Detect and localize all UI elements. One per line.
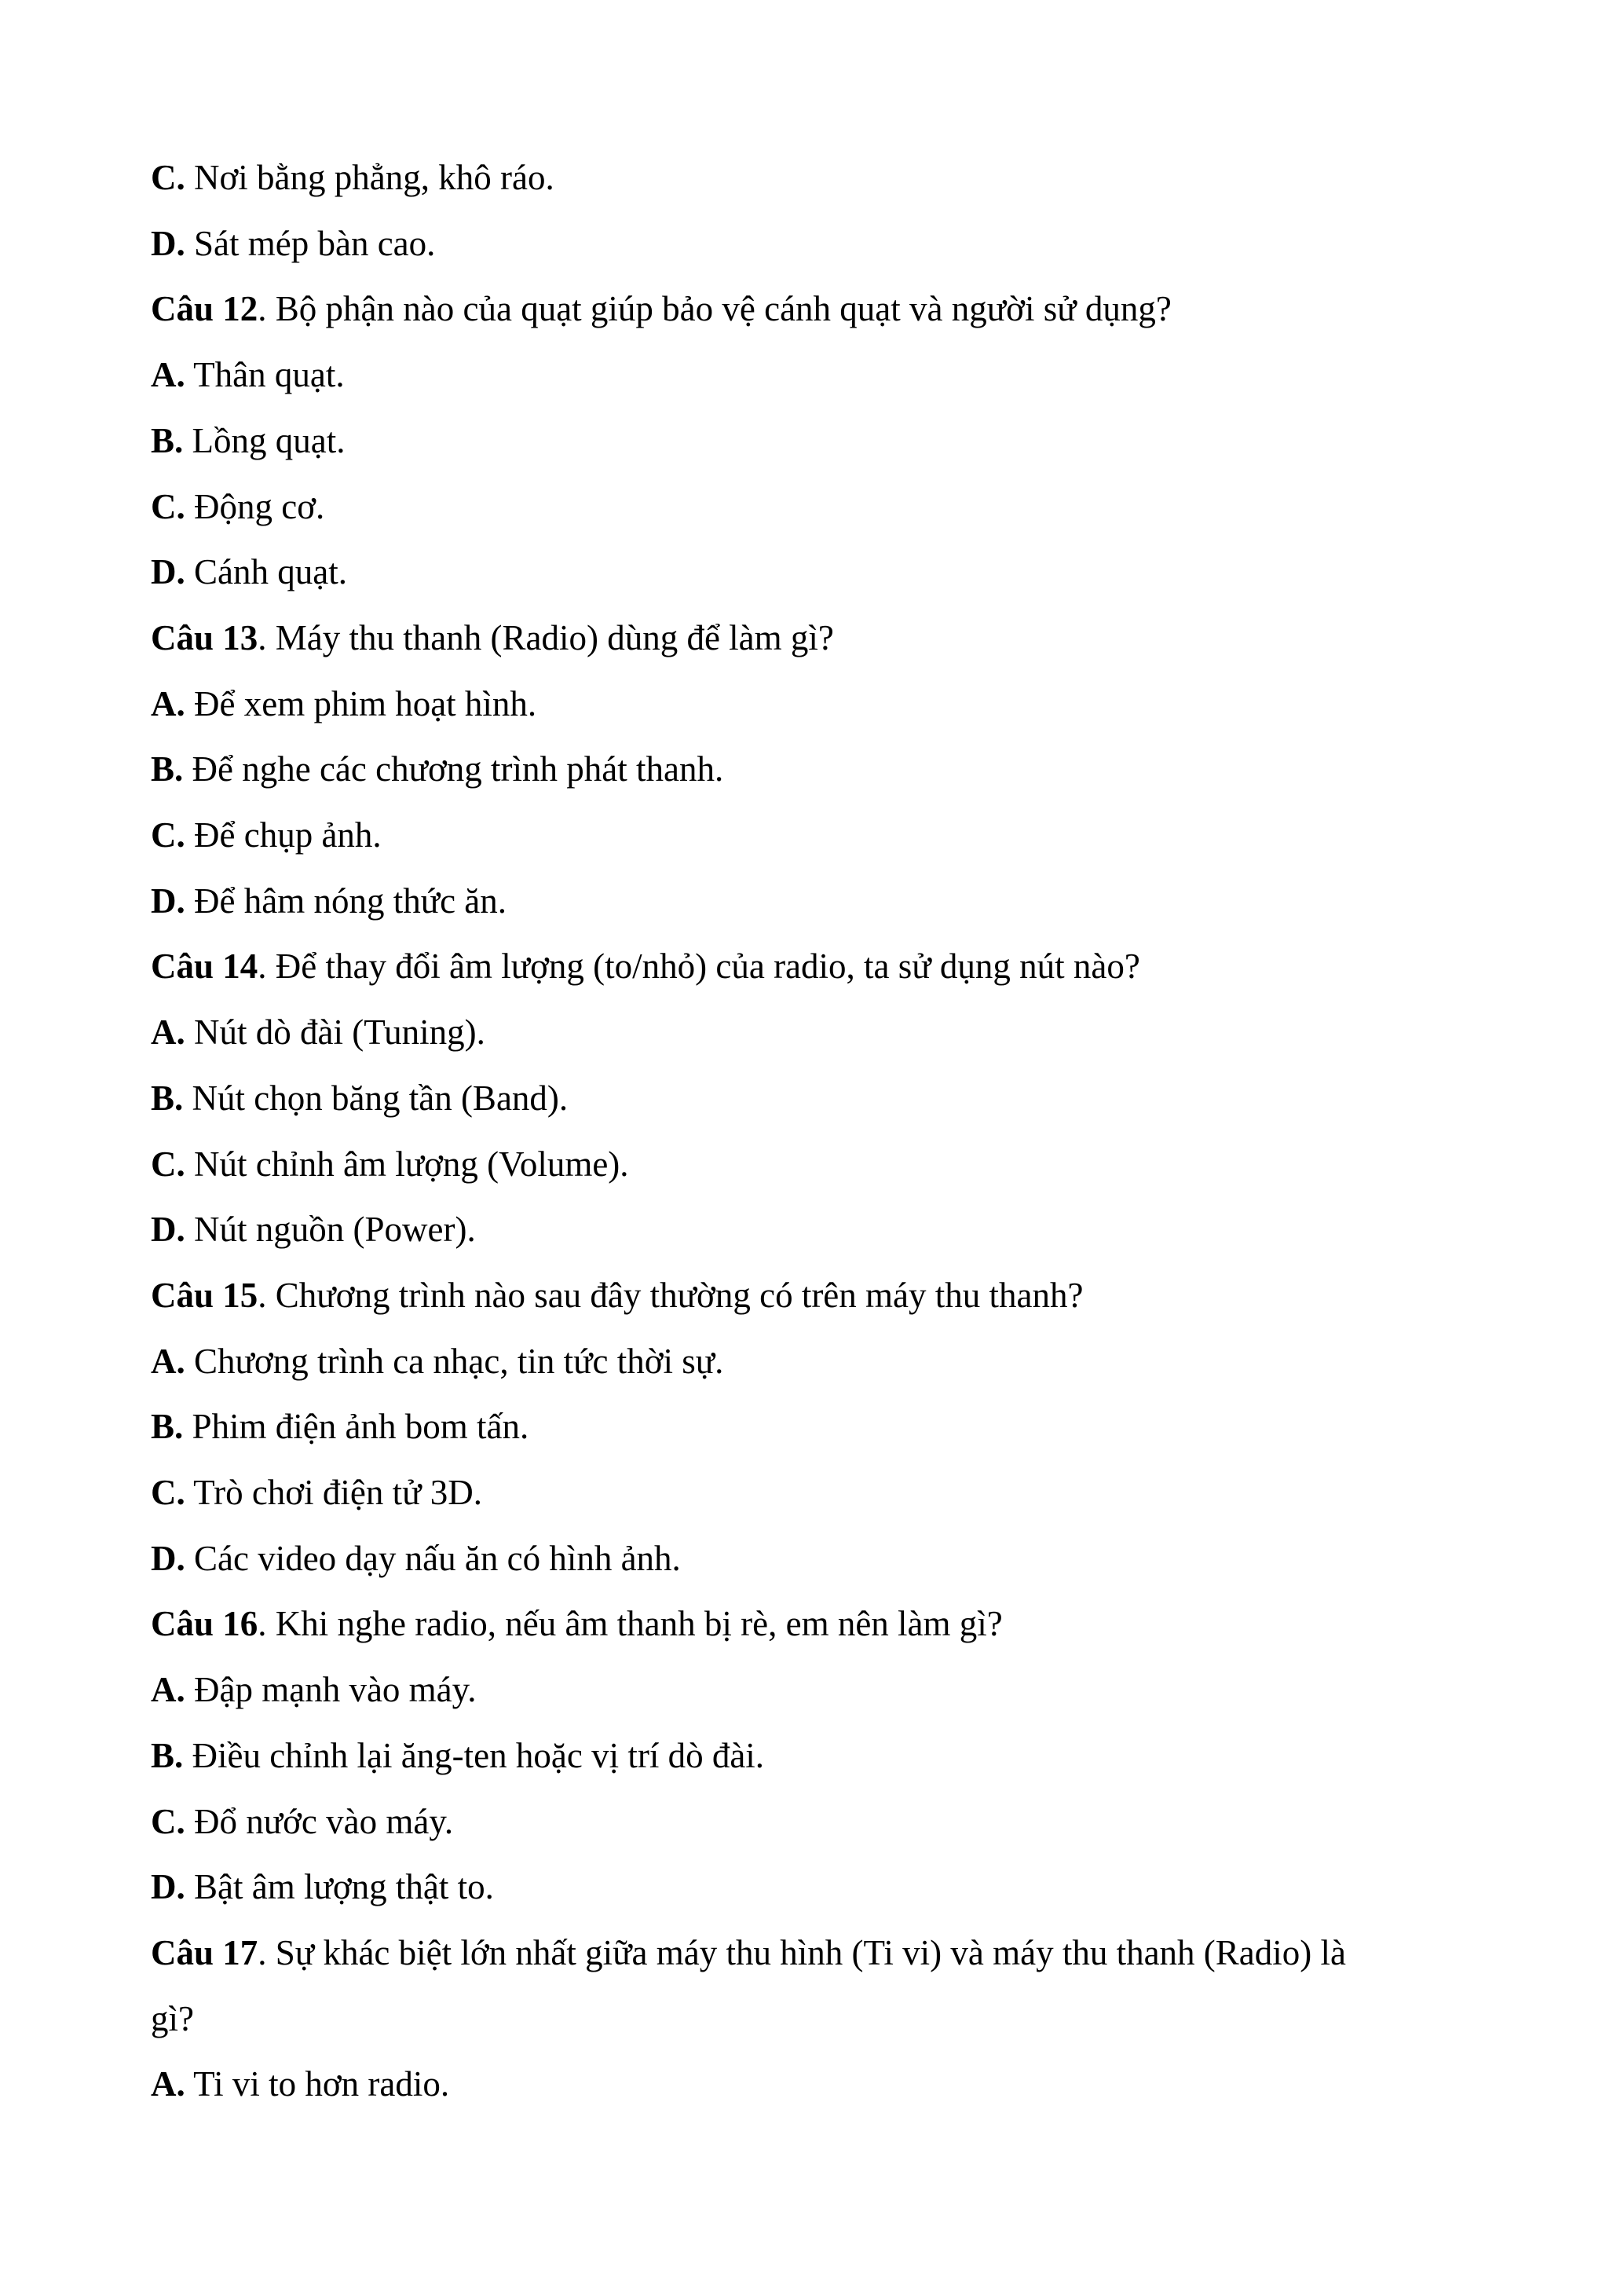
answer-line xyxy=(151,1526,1506,1592)
answer-text: Động cơ. xyxy=(185,486,325,526)
answer-letter-label: C. xyxy=(151,486,185,526)
answer-line xyxy=(151,1789,1506,1855)
answer-line xyxy=(151,1723,1506,1789)
answer-text: Trò chơi điện tử 3D. xyxy=(185,1473,482,1513)
answer-line xyxy=(151,1197,1506,1263)
continuation-line xyxy=(151,1987,1506,2052)
answer-line xyxy=(151,540,1506,606)
answer-letter-label: B. xyxy=(151,1078,184,1118)
question-text: . Sự khác biệt lớn nhất giữa máy thu hình (Ti vi) và máy thu thanh (Radio) là xyxy=(258,1932,1346,1972)
answer-letter-label: D. xyxy=(151,1210,185,1250)
answer-line xyxy=(151,1460,1506,1526)
answer-text: Thân quạt. xyxy=(185,355,345,395)
answer-text: Nút chỉnh âm lượng (Volume). xyxy=(185,1144,629,1184)
question-number-label: Câu 13 xyxy=(151,617,258,657)
answer-line xyxy=(151,1657,1506,1723)
answer-text: Lồng quạt. xyxy=(183,420,346,460)
answer-text: Để xem phim hoạt hình. xyxy=(185,683,537,723)
answer-letter-label: B. xyxy=(151,1407,184,1447)
answer-line xyxy=(151,869,1506,935)
answer-line xyxy=(151,342,1506,408)
answer-line xyxy=(151,1329,1506,1395)
question-number-label: Câu 12 xyxy=(151,289,258,329)
question-number-label: Câu 16 xyxy=(151,1604,258,1644)
answer-letter-label: D. xyxy=(151,1867,185,1907)
answer-letter-label: B. xyxy=(151,420,184,460)
continuation-text: gì? xyxy=(151,1998,194,2038)
question-text: . Chương trình nào sau đây thường có trên máy thu thanh? xyxy=(258,1275,1084,1315)
answer-text: Phim điện ảnh bom tấn. xyxy=(183,1407,529,1447)
question-line xyxy=(151,1263,1506,1329)
answer-letter-label: A. xyxy=(151,1341,185,1381)
answer-line xyxy=(151,1066,1506,1132)
answer-letter-label: A. xyxy=(151,1670,185,1710)
question-line xyxy=(151,606,1506,672)
question-line xyxy=(151,934,1506,1000)
question-number-label: Câu 17 xyxy=(151,1932,258,1972)
answer-line xyxy=(151,803,1506,869)
answer-text: Để hâm nóng thức ăn. xyxy=(185,881,507,921)
answer-text: Cánh quạt. xyxy=(185,552,347,592)
answer-letter-label: C. xyxy=(151,1801,185,1841)
answer-text: Chương trình ca nhạc, tin tức thời sự. xyxy=(185,1341,724,1381)
question-text: . Máy thu thanh (Radio) dùng để làm gì? xyxy=(258,617,834,657)
answer-line xyxy=(151,408,1506,474)
answer-line xyxy=(151,2052,1506,2118)
answer-letter-label: B. xyxy=(151,1735,184,1775)
answer-line xyxy=(151,1394,1506,1460)
question-line xyxy=(151,1921,1506,1987)
answer-text: Nút nguồn (Power). xyxy=(185,1210,476,1250)
answer-letter-label: C. xyxy=(151,1144,185,1184)
answer-letter-label: D. xyxy=(151,552,185,592)
answer-text: Sát mép bàn cao. xyxy=(185,223,436,263)
answer-text: Nơi bằng phẳng, khô ráo. xyxy=(185,158,554,197)
answer-text: Bật âm lượng thật to. xyxy=(185,1867,494,1907)
answer-text: Các video dạy nấu ăn có hình ảnh. xyxy=(185,1538,681,1578)
answer-text: Nút chọn băng tần (Band). xyxy=(183,1078,569,1118)
answer-line xyxy=(151,672,1506,738)
answer-letter-label: A. xyxy=(151,683,185,723)
answer-letter-label: D. xyxy=(151,223,185,263)
question-line xyxy=(151,276,1506,342)
answer-text: Để nghe các chương trình phát thanh. xyxy=(183,749,724,789)
answer-text: Đập mạnh vào máy. xyxy=(185,1670,477,1710)
answer-letter-label: A. xyxy=(151,355,185,395)
answer-text: Điều chỉnh lại ăng-ten hoặc vị trí dò đài. xyxy=(183,1735,765,1775)
answer-letter-label: D. xyxy=(151,881,185,921)
question-text: . Khi nghe radio, nếu âm thanh bị rè, em nên làm gì? xyxy=(258,1604,1003,1644)
answer-letter-label: D. xyxy=(151,1538,185,1578)
answer-line xyxy=(151,145,1506,211)
answer-letter-label: C. xyxy=(151,815,185,855)
answer-letter-label: C. xyxy=(151,1473,185,1513)
question-number-label: Câu 15 xyxy=(151,1275,258,1315)
answer-text: Đổ nước vào máy. xyxy=(185,1801,454,1841)
question-line xyxy=(151,1591,1506,1657)
answer-line xyxy=(151,474,1506,540)
answer-line xyxy=(151,737,1506,803)
question-number-label: Câu 14 xyxy=(151,947,258,987)
answer-letter-label: C. xyxy=(151,158,185,197)
answer-text: Để chụp ảnh. xyxy=(185,815,382,855)
answer-letter-label: A. xyxy=(151,1013,185,1053)
answer-text: Nút dò đài (Tuning). xyxy=(185,1013,485,1053)
question-text: . Bộ phận nào của quạt giúp bảo vệ cánh quạt và người sử dụng? xyxy=(258,289,1172,329)
answer-text: Ti vi to hơn radio. xyxy=(185,2064,450,2104)
answer-line xyxy=(151,1000,1506,1066)
answer-line xyxy=(151,1132,1506,1198)
question-text: . Để thay đổi âm lượng (to/nhỏ) của radio, ta sử dụng nút nào? xyxy=(258,947,1140,987)
answer-line xyxy=(151,211,1506,277)
answer-letter-label: A. xyxy=(151,2064,185,2104)
answer-letter-label: B. xyxy=(151,749,184,789)
answer-line xyxy=(151,1855,1506,1921)
